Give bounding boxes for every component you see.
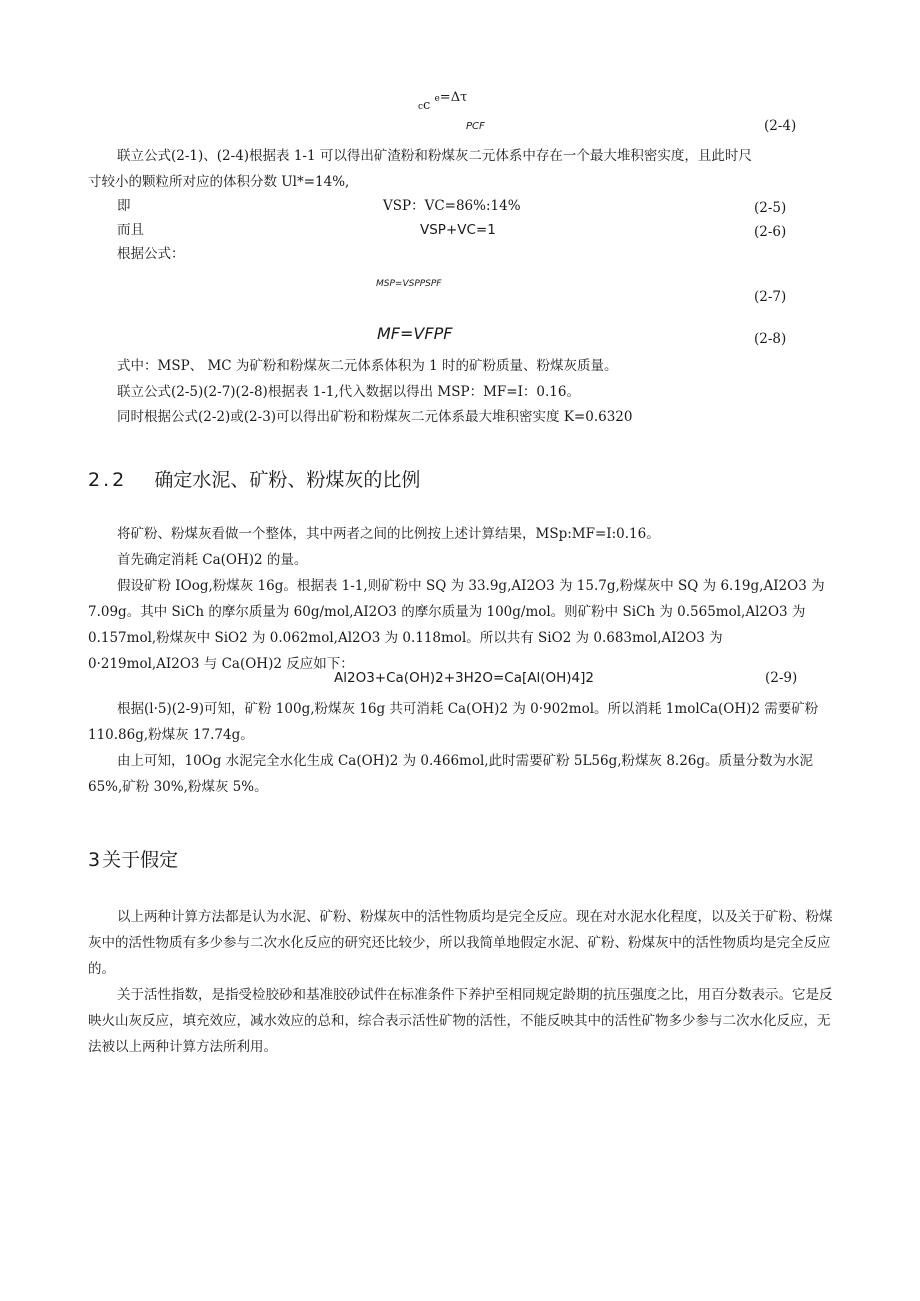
eq-2-6-expr: VSP+VC=1: [420, 222, 496, 238]
section-title: 关于假定: [102, 849, 179, 871]
paragraph: 关于活性指数，是指受检胶砂和基准胶砂试件在标准条件下养护至相同规定龄期的抗压强度之比，用百分数表示。它是反映火山灰反应，填充效应，减水效应的总和，综合表示活性矿物的活性，不能反映其中的活性矿物多少参与二次水化反应，无法被以上两种计算方法所利用。: [88, 987, 833, 1055]
eq-2-6-label: 而且: [117, 222, 144, 238]
label-formula: 根据公式：: [117, 246, 185, 262]
eq-2-9-number: (2-9): [765, 670, 798, 686]
equation-2-4: [418, 90, 468, 113]
eq-2-8-expr: MF=VFPF: [377, 324, 453, 343]
eq-2-7-expr: MSP=VSPPSPF: [376, 279, 442, 289]
eq-2-4-mid: c: [423, 98, 431, 113]
para-joint-formula-line1: 联立公式(2-1)、(2-4)根据表 1-1 可以得出矿渣粉和粉煤灰二元体系中存在一个最大堆积密实度，且此时尺: [117, 148, 752, 164]
section-heading-3: [88, 845, 178, 872]
eq-2-4-top: c: [418, 102, 424, 112]
paragraph: 由上可知，10Og 水泥完全水化生成 Ca(OH)2 为 0.466mol,此时需要矿粉 5L56g,粉煤灰 8.26g。质量分数为水泥 65%,矿粉 30%,粉煤灰 5%。: [88, 753, 814, 795]
eq-2-5-label: 即: [117, 198, 131, 214]
eq-2-6-number: (2-6): [754, 224, 787, 240]
eq-2-4-sub: PCF: [466, 121, 485, 132]
line-also: 同时根据公式(2-2)或(2-3)可以得出矿粉和粉煤灰二元体系最大堆积密实度 K=0.6320: [117, 409, 633, 425]
paragraph: 将矿粉、粉煤灰看做一个整体，其中两者之间的比例按上述计算结果，MSp:MF=I:0.16。: [117, 526, 660, 542]
section-title: 确定水泥、矿粉、粉煤灰的比例: [154, 469, 421, 491]
line-joint: 联立公式(2-5)(2-7)(2-8)根据表 1-1,代入数据以得出 MSP：MF=I：0.16。: [117, 384, 580, 400]
section-3-body: [88, 904, 833, 1060]
eq-2-4-rest: =Δτ: [439, 90, 468, 105]
paragraph: 假设矿粉 IOog,粉煤灰 16g。根据表 1-1,则矿粉中 SQ 为 33.9g,AI2O3 为 15.7g,粉煤灰中 SQ 为 6.19g,AI2O3 为 7.09g。其中 SiCh 的摩尔质量为 60g/mol,AI2O3 的摩尔质量为 100g/mol。则矿粉中 SiCh 为 0.565mol,Al2O3 为 0.157mol,粉煤灰中 SiO2 为 0.062mol,Al2O3 为 0.118mol。所以共有 SiO2 为 0.683mol,AI2O3 为 0·219mol,AI2O3 与 Ca(OH)2 反应如下：: [88, 578, 825, 672]
eq-2-4-sup: e: [434, 94, 440, 104]
eq-2-8-number: (2-8): [754, 331, 787, 347]
paragraph: 根据(l·5)(2-9)可知，矿粉 100g,粉煤灰 16g 共可消耗 Ca(OH)2 为 0·902mol。所以消耗 1molCa(OH)2 需要矿粉 110.86g,粉煤灰 17.74g。: [88, 701, 819, 743]
paragraph: 首先确定消耗 Ca(OH)2 的量。: [117, 552, 308, 568]
section-2-2-body: [88, 521, 833, 677]
eq-2-5-number: (2-5): [754, 200, 787, 216]
eq-2-7-number: (2-7): [754, 289, 787, 305]
eq-2-9-expr: Al2O3+Ca(OH)2+3H2O=Ca[Al(OH)4]2: [334, 670, 594, 686]
section-number: 2.2: [88, 469, 128, 491]
paragraph: 以上两种计算方法都是认为水泥、矿粉、粉煤灰中的活性物质均是完全反应。现在对水泥水化程度，以及关于矿粉、粉煤灰中的活性物质有多少参与二次水化反应的研究还比较少，所以我简单地假定水泥、矿粉、粉煤灰中的活性物质均是完全反应的。: [88, 909, 833, 977]
line-where: 式中：MSP、 MC 为矿粉和粉煤灰二元体系体积为 1 时的矿粉质量、粉煤灰质量。: [117, 358, 618, 374]
section-heading-2-2: [88, 465, 420, 492]
section-number: 3: [88, 849, 101, 871]
eq-2-5-expr: VSP：VC=86%:14%: [383, 198, 521, 214]
eq-2-4-number: (2-4): [764, 118, 797, 134]
para-joint-formula-line2: 寸较小的颗粒所对应的体积分数 Ul*=14%,: [88, 174, 350, 190]
section-2-2-body-continued: [88, 696, 833, 800]
